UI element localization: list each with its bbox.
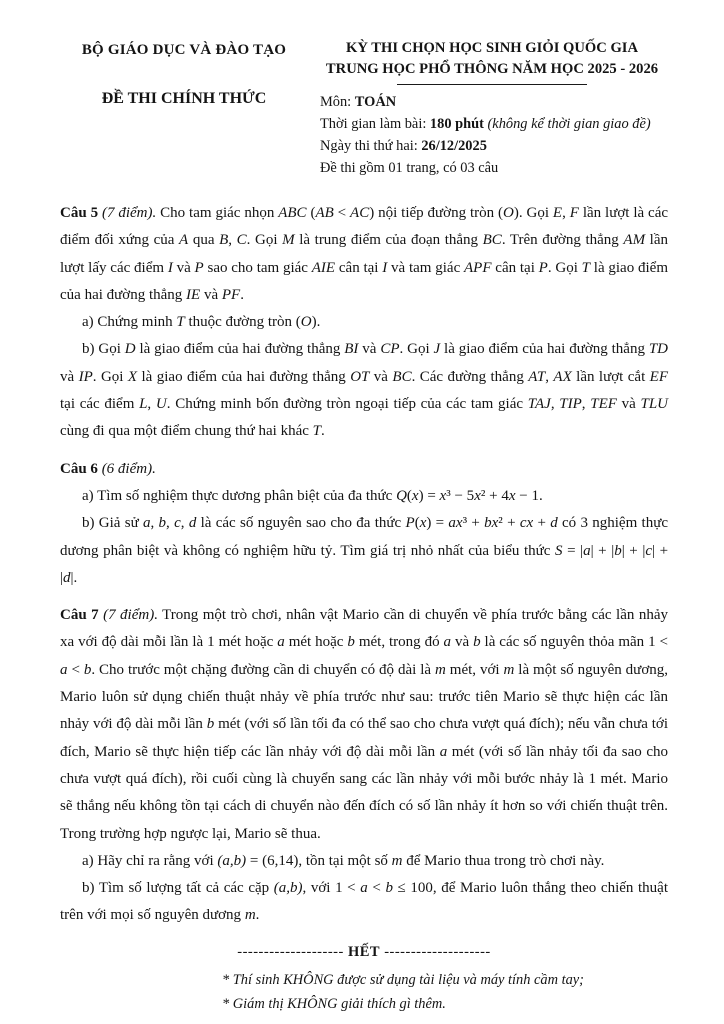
- exam-date-line: Ngày thi thứ hai: 26/12/2025: [320, 138, 487, 155]
- header-right-block: [316, 38, 668, 180]
- exam-footer: [60, 944, 668, 1018]
- question-5a: a) Chứng minh T thuộc đường tròn (O).: [82, 314, 321, 331]
- exam-info-block: [316, 92, 668, 180]
- question-5b: b) Gọi D là giao điểm của hai đường thẳng BI và CP. Gọi J là giao điểm của hai đường thẳng TD và IP. Gọi X là giao điểm của hai đường thẳng OT và BC. Các đường thẳng AT, AX lần lượt cắt EF tại các điểm L, U. Chứng minh bốn đường tròn ngoại tiếp của các tam giác TAJ, TIP, TEF và TLU cùng đi qua một điểm chung thứ hai khác T.: [60, 341, 669, 440]
- question-7b: b) Tìm số lượng tất cả các cặp (a,b), với 1 < a < b ≤ 100, để Mario luôn thắng theo chiến thuật trên với mọi số nguyên dương m.: [60, 880, 669, 924]
- question-6a: a) Tìm số nghiệm thực dương phân biệt của đa thức Q(x) = x³ − 5x² + 4x − 1.: [82, 487, 543, 504]
- subject-line: Môn: TOÁN: [320, 94, 397, 111]
- title-underline: [397, 84, 587, 85]
- official-exam-label: ĐỀ THI CHÍNH THỨC: [101, 90, 267, 107]
- end-marker: -------------------- HẾT --------------------: [237, 943, 491, 960]
- exam-header: [60, 38, 668, 180]
- question-5-intro: Câu 5 (7 điểm). Cho tam giác nhọn ABC (AB < AC) nội tiếp đường tròn (O). Gọi E, F lần lượt là các điểm đối xứng của A qua B, C. Gọi M là trung điểm của đoạn thẳng BC. Trên đường thẳng AM lần lượt lấy các điểm I và P sao cho tam giác AIE cân tại I và tam giác APF cân tại P. Gọi T là giao điểm của hai đường thẳng IE và PF.: [60, 205, 669, 303]
- duration-line: Thời gian làm bài: 180 phút (không kể thời gian giao đề): [320, 116, 651, 133]
- exam-body: [60, 200, 668, 930]
- question-7a: a) Hãy chỉ ra rằng với (a,b) = (6,14), tồn tại một số m để Mario thua trong trò chơi này.: [82, 852, 605, 869]
- ministry-name: BỘ GIÁO DỤC VÀ ĐÀO TẠO: [81, 42, 287, 58]
- header-left-block: [60, 38, 308, 108]
- question-7-intro: Câu 7 (7 điểm). Trong một trò chơi, nhân vật Mario cần di chuyển về phía trước bằng các lần nhảy xa với độ dài mỗi lần là 1 mét hoặc a mét hoặc b mét, trong đó a và b là các số nguyên thỏa mãn 1 < a < b. Cho trước một chặng đường cần di chuyển có độ dài là m mét, với m là một số nguyên dương, Mario luôn sử dụng chiến thuật nhảy về phía trước như sau: trước tiên Mario sẽ thực hiện các lần nhảy với độ dài mỗi lần b mét (với số lần tối đa có thể sao cho chưa vượt quá đích); nếu vẫn chưa tới đích, Mario sẽ thực hiện tiếp các lần nhảy với độ dài mỗi lần a mét (với số lần nhảy tối đa sao cho chưa vượt quá đích), rồi cuối cùng là chuyển sang các lần nhảy với mỗi bước nhảy là 1 mét. Mario sẽ thắng nếu không tồn tại cách di chuyển nào đến đích có số lần nhảy ít hơn so với chiến thuật trên. Trong trường hợp ngược lại, Mario sẽ thua.: [60, 607, 668, 842]
- question-6b: b) Giả sử a, b, c, d là các số nguyên sao cho đa thức P(x) = ax³ + bx² + cx + d có 3 nghiệm thực dương phân biệt và không có nghiệm hữu tỷ. Tìm giá trị nhỏ nhất của biểu thức S = |a| + |b| + |c| + |d|.: [60, 515, 669, 586]
- footer-note-no-explanation: * Giám thị KHÔNG giải thích gì thêm.: [222, 996, 446, 1013]
- footer-notes: [60, 968, 668, 1018]
- exam-title-line2: TRUNG HỌC PHỔ THÔNG NĂM HỌC 2025 - 2026: [325, 60, 659, 77]
- question-6-intro: Câu 6 (6 điểm).: [60, 460, 156, 477]
- exam-title-line1: KỲ THI CHỌN HỌC SINH GIỎI QUỐC GIA: [345, 40, 639, 56]
- footer-note-no-materials: * Thí sinh KHÔNG được sử dụng tài liệu và máy tính cầm tay;: [222, 971, 584, 988]
- page-count-line: Đề thi gồm 01 trang, có 03 câu: [320, 160, 499, 177]
